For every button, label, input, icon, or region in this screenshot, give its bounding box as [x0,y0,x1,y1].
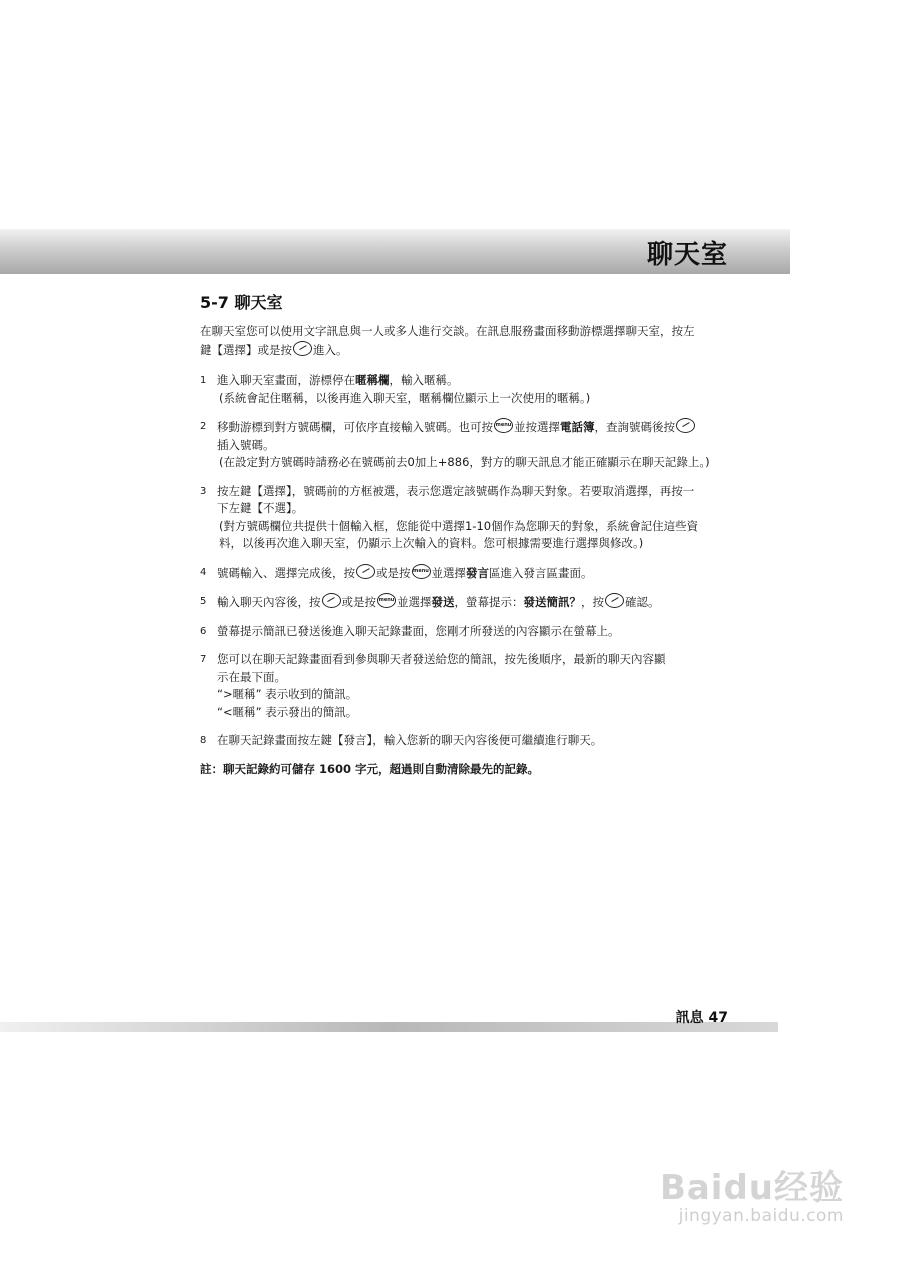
left-soft-key-icon [322,593,341,608]
header-band [0,229,790,274]
intro-paragraph [200,322,720,360]
menu-key-icon: menu [494,418,513,433]
storage-note: 註：聊天記錄約可儲存 1600 字元，超過則自動清除最先的記錄。 [200,761,540,776]
menu-key-icon: menu [377,593,396,608]
page-footer: 訊息 47 [675,1010,728,1026]
step-5: 5 輸入聊天內容後，按 或是按 menu 並選擇發送，螢幕提示：發送簡訊？，按 確認。 [200,595,660,609]
watermark-url: jingyan.baidu.com [678,1206,844,1226]
step-1: 1 進入聊天室畫面，游標停在暱稱欄，輸入暱稱。 (系統會記住暱稱，以後再進入聊天室，暱稱欄位顯示上一次使用的暱稱。) [200,372,720,407]
step-1-note: (系統會記住暱稱，以後再進入聊天室，暱稱欄位顯示上一次使用的暱稱。) [219,390,591,405]
left-soft-key-icon [293,341,312,356]
intro-line-1: 在聊天室您可以使用文字訊息與一人或多人進行交談。在訊息服務畫面移動游標選擇聊天室，按左 [200,324,695,338]
step-2-note: (在設定對方號碼時請務必在號碼前去0加上+886，對方的聊天訊息才能正確顯示在聊天記錄上。) [219,455,710,469]
menu-key-icon: menu [412,564,431,579]
steps-list [200,372,720,750]
step-6: 6 螢幕提示簡訊已發送後進入聊天記錄畫面，您剛才所發送的內容顯示在螢幕上。 [200,623,620,638]
footer-band [0,1022,778,1032]
step-3-note-1: (對方號碼欄位共提供十個輸入框，您能從中選擇1-10個作為您聊天的對象，系統會記住這些資 [219,518,699,533]
page-content [200,290,720,777]
chapter-title: 聊天室 [646,240,728,270]
received-indicator: “>暱稱” 表示收到的簡訊。 [217,687,358,701]
step-2: 2 移動游標到對方號碼欄，可依序直接輸入號碼。也可按 menu 並按選擇電話簿，查詢號碼後按 插入號碼。 (在設定對方號碼時請務必在號碼前去0加上+886，對方的聊天訊息才能正確顯示在聊天記錄上。) [200,418,720,472]
left-soft-key-icon [676,418,695,433]
step-3: 3 按左鍵【選擇】，號碼前的方框被選，表示您選定該號碼作為聊天對象。若要取消選擇，再按一 下左鍵【不選】。 (對方號碼欄位共提供十個輸入框，您能從中選擇1-10個作為您聊天的對象，系統會記住這些資 料，以後再次進入聊天室，仍顯示上次輸入的資料。您可根據需要進行選擇與修改。) [200,483,720,553]
step-8: 8 在聊天記錄畫面按左鍵【發言】，輸入您新的聊天內容後便可繼續進行聊天。 [200,733,603,747]
intro-line-2: 鍵【選擇】或是按 進入。 [200,343,348,357]
sent-indicator: “<暱稱” 表示發出的簡訊。 [217,704,358,719]
step-4: 4 號碼輸入、選擇完成後，按 或是按 menu 並選擇發言區進入發言區畫面。 [200,565,593,580]
left-soft-key-icon [605,593,624,608]
left-soft-key-icon [356,564,375,579]
section-title: 5-7 聊天室 [200,293,283,312]
step-7: 7 您可以在聊天記錄畫面看到參與聊天者發送給您的簡訊，按先後順序，最新的聊天內容顯 示在最下面。 “>暱稱” 表示收到的簡訊。 “<暱稱” 表示發出的簡訊。 [200,651,720,721]
watermark-logo: Baidu经验 [659,1168,844,1208]
watermark [644,1160,844,1240]
step-3-note-2: 料，以後再次進入聊天室，仍顯示上次輸入的資料。您可根據需要進行選擇與修改。) [219,536,644,550]
